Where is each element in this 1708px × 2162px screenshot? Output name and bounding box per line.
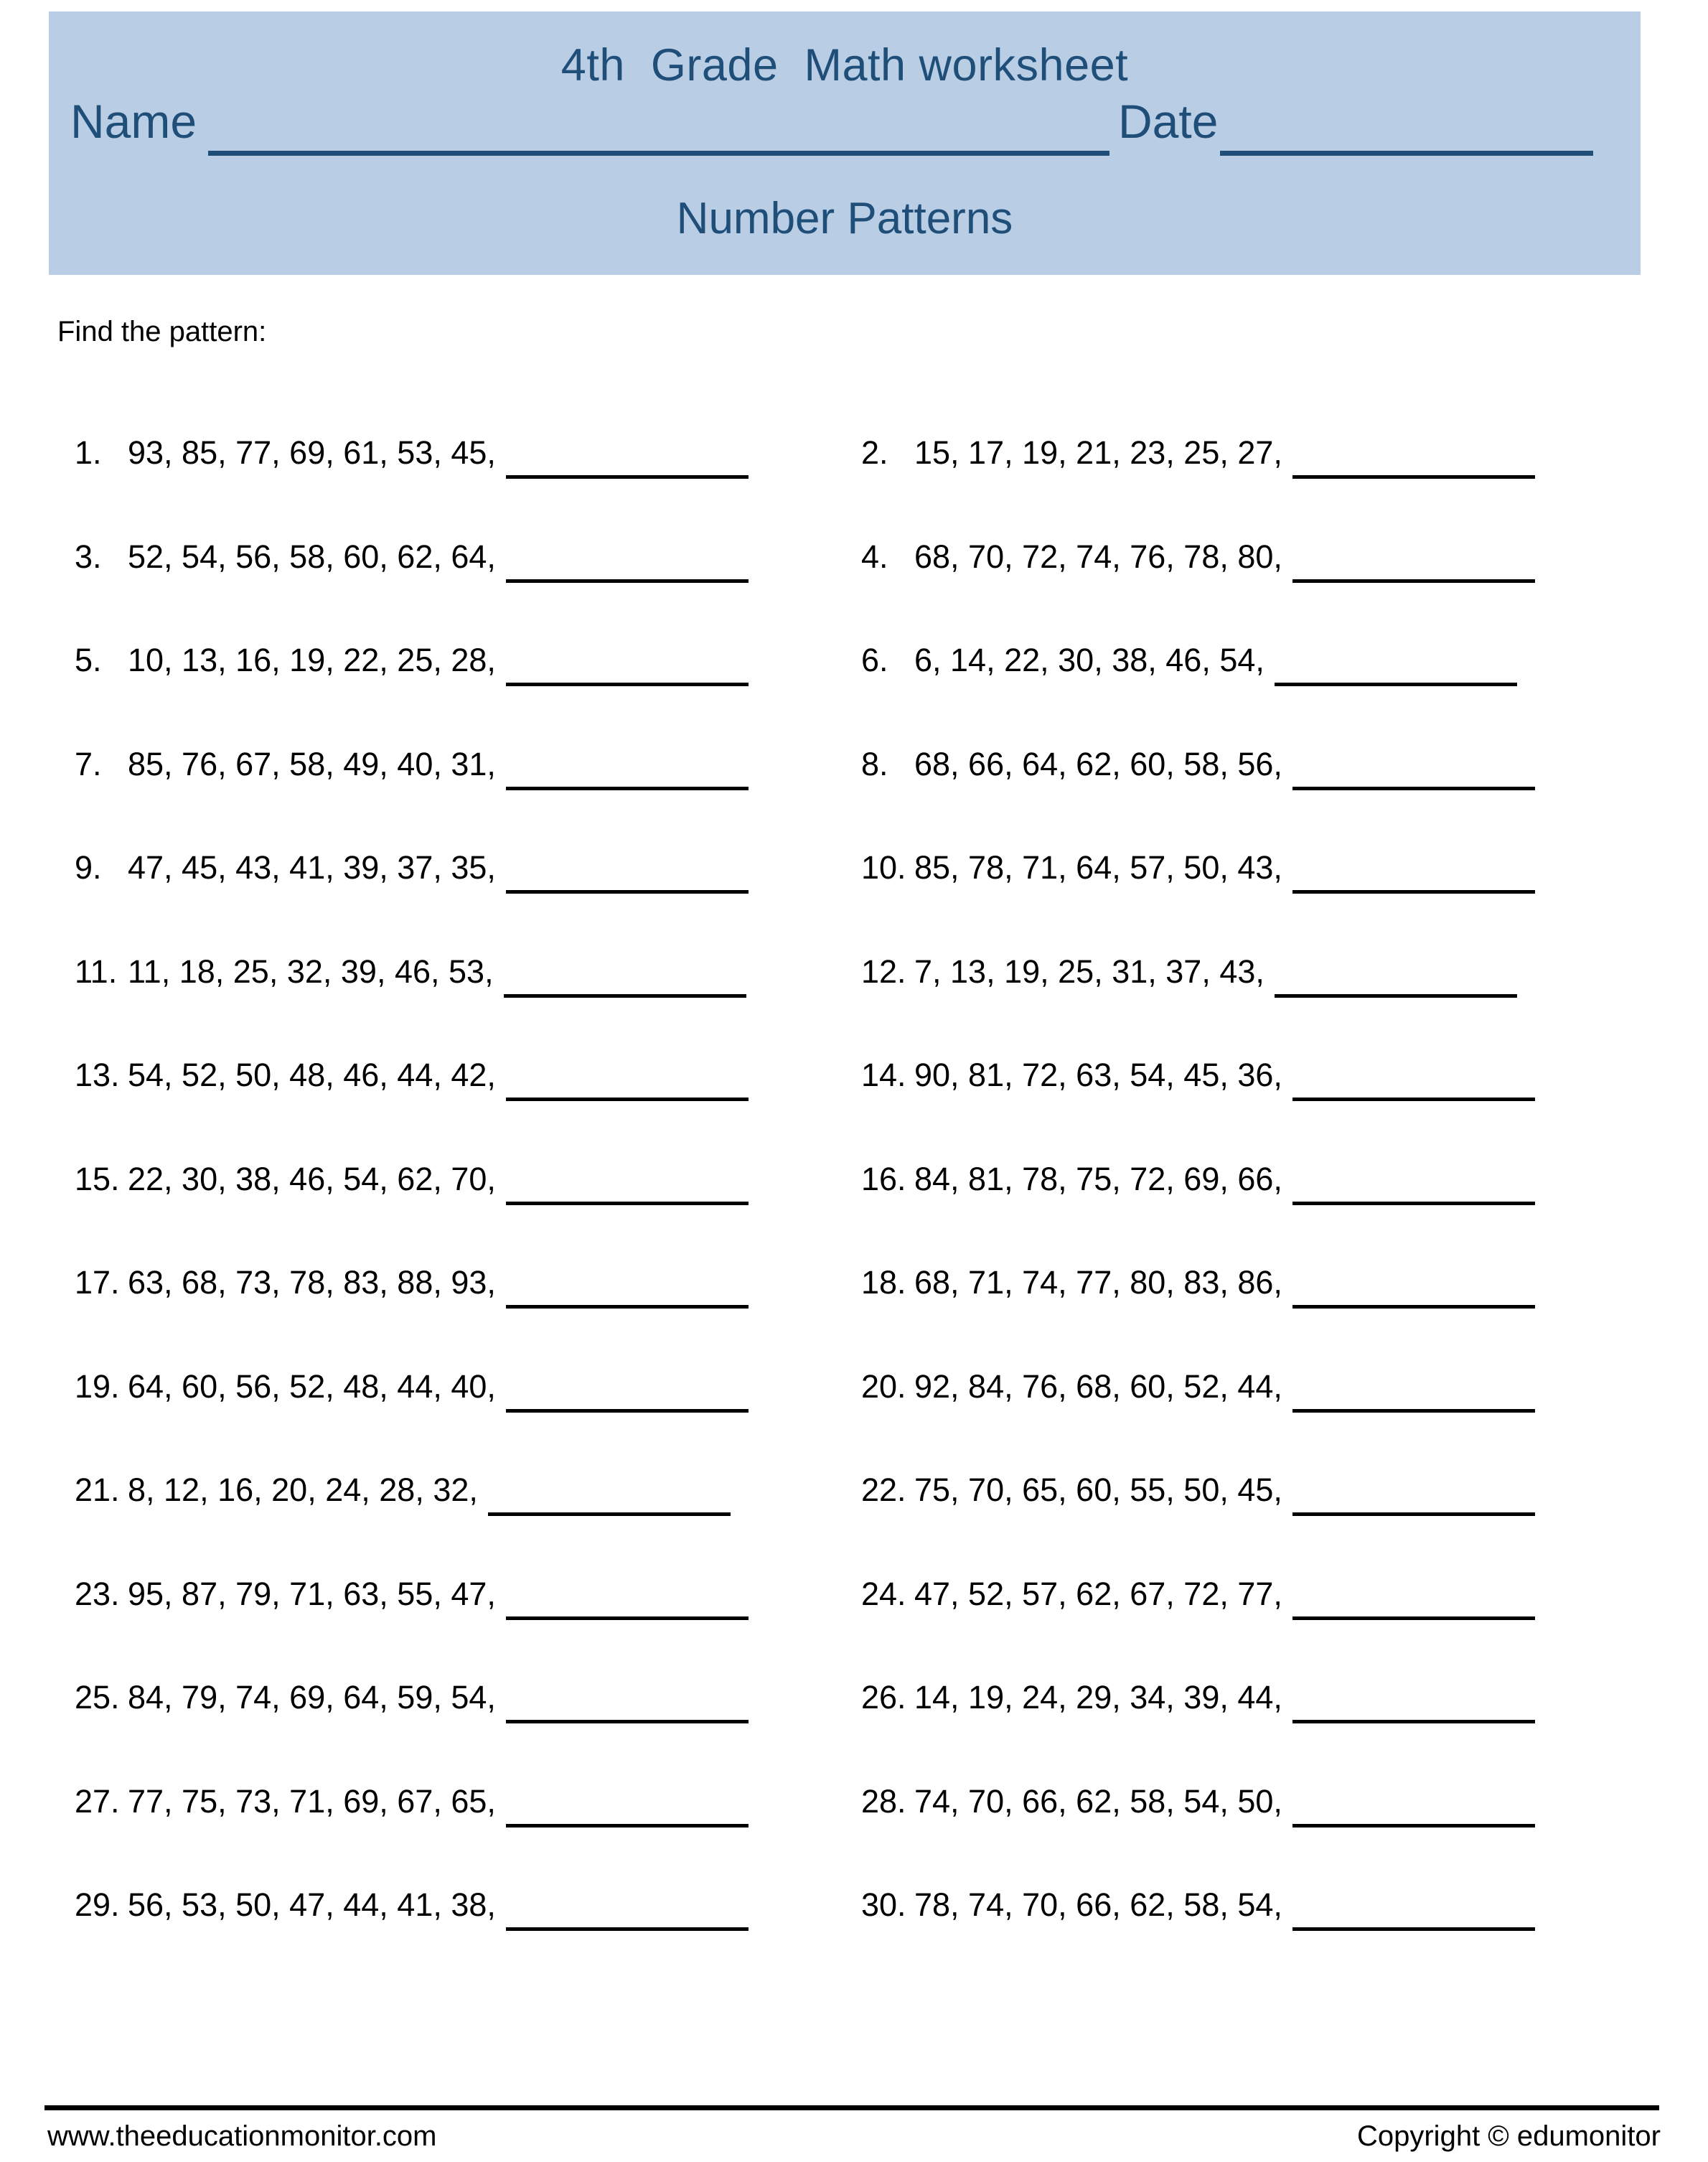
problem-sequence: 75, 70, 65, 60, 55, 50, 45, xyxy=(914,1471,1282,1508)
answer-blank[interactable] xyxy=(506,742,749,790)
problem-item xyxy=(75,846,864,917)
problem-sequence: 74, 70, 66, 62, 58, 54, 50, xyxy=(914,1782,1282,1820)
problem-number: 21. xyxy=(75,1471,120,1508)
problem-item xyxy=(861,950,1665,1021)
problem-item xyxy=(75,535,864,607)
answer-blank[interactable] xyxy=(1292,1883,1535,1931)
problem-number: 20. xyxy=(861,1367,906,1405)
problem-item xyxy=(75,1053,864,1125)
problem-sequence: 85, 78, 71, 64, 57, 50, 43, xyxy=(914,849,1282,886)
problem-grid xyxy=(0,431,1708,1987)
problem-sequence: 68, 71, 74, 77, 80, 83, 86, xyxy=(914,1264,1282,1301)
answer-blank[interactable] xyxy=(1292,1572,1535,1620)
answer-blank[interactable] xyxy=(506,1365,749,1413)
problem-number: 12. xyxy=(861,953,906,990)
problem-sequence: 14, 19, 24, 29, 34, 39, 44, xyxy=(914,1679,1282,1716)
problem-sequence: 11, 18, 25, 32, 39, 46, 53, xyxy=(128,953,494,990)
problem-row xyxy=(0,1053,1708,1157)
date-label: Date xyxy=(1118,95,1219,148)
problem-number: 6. xyxy=(861,642,888,678)
worksheet-subtitle: Number Patterns xyxy=(676,194,1013,243)
problem-sequence: 8, 12, 16, 20, 24, 28, 32, xyxy=(128,1471,478,1508)
answer-blank[interactable] xyxy=(488,1468,731,1516)
problem-item xyxy=(75,1157,864,1229)
answer-blank[interactable] xyxy=(506,846,749,894)
problem-sequence: 6, 14, 22, 30, 38, 46, 54, xyxy=(914,642,1264,678)
answer-blank[interactable] xyxy=(506,1572,749,1620)
answer-blank[interactable] xyxy=(506,1675,749,1723)
problem-sequence: 7, 13, 19, 25, 31, 37, 43, xyxy=(914,953,1264,990)
problem-item xyxy=(861,431,1665,502)
answer-blank[interactable] xyxy=(1292,1468,1535,1516)
worksheet-header-band xyxy=(49,11,1641,275)
problem-sequence: 85, 76, 67, 58, 49, 40, 31, xyxy=(128,745,496,782)
footer-copyright: Copyright © edumonitor xyxy=(1356,2120,1661,2152)
problem-sequence: 93, 85, 77, 69, 61, 53, 45, xyxy=(128,434,496,471)
problem-item xyxy=(861,1883,1665,1955)
problem-item xyxy=(75,638,864,710)
answer-blank[interactable] xyxy=(1292,1157,1535,1205)
name-label: Name xyxy=(70,95,197,148)
problem-item xyxy=(861,1260,1665,1332)
problem-number: 10. xyxy=(861,849,906,886)
problem-row xyxy=(0,1260,1708,1365)
answer-blank[interactable] xyxy=(1275,950,1517,998)
answer-blank[interactable] xyxy=(506,431,749,479)
answer-blank[interactable] xyxy=(506,1157,749,1205)
problem-sequence: 92, 84, 76, 68, 60, 52, 44, xyxy=(914,1367,1282,1405)
problem-row xyxy=(0,1365,1708,1469)
instruction-text: Find the pattern: xyxy=(57,316,267,347)
problem-number: 29. xyxy=(75,1886,120,1923)
problem-number: 5. xyxy=(75,642,102,678)
problem-item xyxy=(861,846,1665,917)
answer-blank[interactable] xyxy=(506,638,749,686)
problem-number: 18. xyxy=(861,1264,906,1301)
problem-item xyxy=(861,1157,1665,1229)
problem-item xyxy=(861,742,1665,814)
problem-item xyxy=(861,1572,1665,1644)
problem-sequence: 63, 68, 73, 78, 83, 88, 93, xyxy=(128,1264,496,1301)
problem-row xyxy=(0,742,1708,846)
problem-number: 25. xyxy=(75,1679,120,1716)
name-date-row xyxy=(49,90,1641,155)
answer-blank[interactable] xyxy=(1292,1365,1535,1413)
answer-blank[interactable] xyxy=(506,535,749,583)
answer-blank[interactable] xyxy=(1292,846,1535,894)
problem-number: 24. xyxy=(861,1575,906,1612)
answer-blank[interactable] xyxy=(506,1260,749,1309)
problem-item xyxy=(75,1779,864,1851)
answer-blank[interactable] xyxy=(506,1779,749,1828)
problem-row xyxy=(0,1157,1708,1261)
problem-item xyxy=(861,638,1665,710)
problem-item xyxy=(75,1883,864,1955)
problem-number: 16. xyxy=(861,1160,906,1197)
answer-blank[interactable] xyxy=(1275,638,1517,686)
problem-row xyxy=(0,1883,1708,1987)
problem-sequence: 54, 52, 50, 48, 46, 44, 42, xyxy=(128,1057,496,1093)
problem-item xyxy=(861,535,1665,607)
problem-item xyxy=(75,431,864,502)
problem-sequence: 84, 79, 74, 69, 64, 59, 54, xyxy=(128,1679,496,1716)
problem-item xyxy=(75,1468,864,1540)
problem-sequence: 95, 87, 79, 71, 63, 55, 47, xyxy=(128,1575,496,1612)
problem-number: 15. xyxy=(75,1160,120,1197)
problem-number: 4. xyxy=(861,538,888,575)
answer-blank[interactable] xyxy=(1292,431,1535,479)
answer-blank[interactable] xyxy=(1292,1053,1535,1101)
date-input-rule[interactable] xyxy=(1220,151,1593,156)
problem-number: 26. xyxy=(861,1679,906,1716)
problem-row xyxy=(0,1468,1708,1572)
problem-sequence: 15, 17, 19, 21, 23, 25, 27, xyxy=(914,434,1282,471)
footer-website: www.theeducationmonitor.com xyxy=(47,2120,437,2152)
problem-item xyxy=(75,1365,864,1436)
answer-blank[interactable] xyxy=(1292,1675,1535,1723)
problem-row xyxy=(0,638,1708,742)
problem-sequence: 78, 74, 70, 66, 62, 58, 54, xyxy=(914,1886,1282,1923)
problem-sequence: 22, 30, 38, 46, 54, 62, 70, xyxy=(128,1160,496,1197)
problem-number: 30. xyxy=(861,1886,906,1923)
answer-blank[interactable] xyxy=(1292,742,1535,790)
problem-number: 3. xyxy=(75,538,102,575)
problem-item xyxy=(75,1675,864,1747)
problem-sequence: 90, 81, 72, 63, 54, 45, 36, xyxy=(914,1057,1282,1093)
problem-number: 27. xyxy=(75,1782,120,1820)
problem-item xyxy=(75,1260,864,1332)
problem-number: 13. xyxy=(75,1057,120,1093)
problem-row xyxy=(0,1572,1708,1676)
problem-sequence: 68, 66, 64, 62, 60, 58, 56, xyxy=(914,745,1282,782)
problem-sequence: 68, 70, 72, 74, 76, 78, 80, xyxy=(914,538,1282,575)
problem-row xyxy=(0,1675,1708,1779)
problem-row xyxy=(0,431,1708,535)
problem-item xyxy=(861,1468,1665,1540)
problem-number: 23. xyxy=(75,1575,120,1612)
problem-sequence: 64, 60, 56, 52, 48, 44, 40, xyxy=(128,1367,496,1405)
problem-number: 1. xyxy=(75,434,102,471)
problem-sequence: 56, 53, 50, 47, 44, 41, 38, xyxy=(128,1886,496,1923)
problem-number: 14. xyxy=(861,1057,906,1093)
problem-sequence: 47, 45, 43, 41, 39, 37, 35, xyxy=(128,849,496,886)
problem-item xyxy=(861,1053,1665,1125)
problem-sequence: 84, 81, 78, 75, 72, 69, 66, xyxy=(914,1160,1282,1197)
problem-number: 2. xyxy=(861,434,888,471)
problem-item xyxy=(861,1675,1665,1747)
problem-item xyxy=(861,1779,1665,1851)
problem-item xyxy=(75,1572,864,1644)
problem-item xyxy=(861,1365,1665,1436)
answer-blank[interactable] xyxy=(506,1053,749,1101)
problem-sequence: 52, 54, 56, 58, 60, 62, 64, xyxy=(128,538,496,575)
problem-sequence: 10, 13, 16, 19, 22, 25, 28, xyxy=(128,642,496,678)
problem-sequence: 77, 75, 73, 71, 69, 67, 65, xyxy=(128,1782,496,1820)
problem-number: 7. xyxy=(75,745,102,782)
answer-blank[interactable] xyxy=(1292,535,1535,583)
problem-number: 19. xyxy=(75,1367,120,1405)
answer-blank[interactable] xyxy=(504,950,746,998)
problem-number: 22. xyxy=(861,1471,906,1508)
problem-number: 11. xyxy=(75,953,118,990)
problem-item xyxy=(75,950,864,1021)
problem-row xyxy=(0,846,1708,950)
answer-blank[interactable] xyxy=(1292,1260,1535,1309)
problem-sequence: 47, 52, 57, 62, 67, 72, 77, xyxy=(914,1575,1282,1612)
problem-row xyxy=(0,1779,1708,1883)
problem-number: 9. xyxy=(75,849,102,886)
footer-divider xyxy=(44,2105,1659,2110)
problem-number: 17. xyxy=(75,1264,120,1301)
problem-item xyxy=(75,742,864,814)
problem-number: 28. xyxy=(861,1782,906,1820)
problem-number: 8. xyxy=(861,745,888,782)
page-title: 4th Grade Math worksheet xyxy=(560,40,1129,90)
problem-row xyxy=(0,535,1708,639)
name-input-rule[interactable] xyxy=(208,151,1109,156)
answer-blank[interactable] xyxy=(506,1883,749,1931)
answer-blank[interactable] xyxy=(1292,1779,1535,1828)
problem-row xyxy=(0,950,1708,1054)
